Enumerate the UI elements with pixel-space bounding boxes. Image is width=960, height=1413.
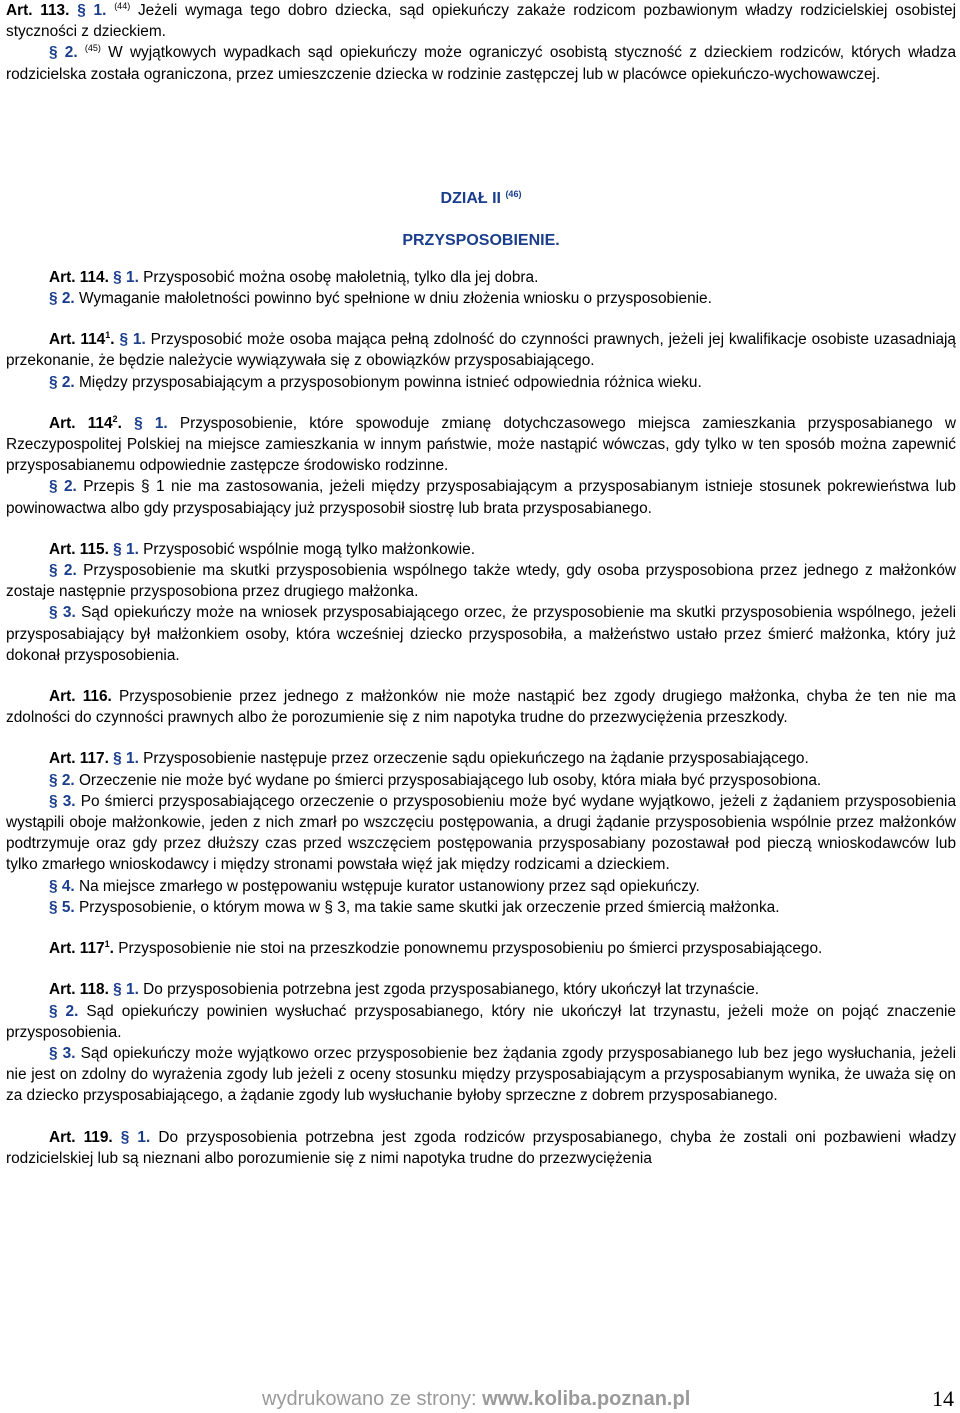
art-117-1 <box>6 938 956 959</box>
page-footer <box>0 1386 960 1410</box>
art-114-1-para-2 <box>6 372 956 393</box>
art-115-para-1 <box>6 539 956 560</box>
art-114-1-para-1 <box>6 329 956 371</box>
section-title: PRZYSPOSOBIENIE. <box>402 231 560 249</box>
paragraph-text: Sąd opiekuńczy może na wniosek przysposabiającego orzec, że przysposobienie ma skutki przysposobienia wspólnego, jeżeli przysposabiający był małżonkiem osoby, która wcześniej dziecko przysposobiła, a małżeństwo ustało przez śmierć małżonka, który już dokonał przysposobienia. <box>6 604 957 664</box>
paragraph-text: Przysposobić może osoba mająca pełną zdolność do czynności prawnych, jeżeli jej kwalifikacje osobiste uzasadniają przekonanie, że będzie należycie wywiązywała się z obowiązków przysposabiającego. <box>6 331 956 370</box>
paragraph-text: Przysposobienie przez jednego z małżonków nie może nastąpić bez zgody drugiego małżonka, chyba że ten nie ma zdolności do czynności prawnych albo że porozumienie się z nim napotyka trudne do przezwyciężenia przeszkody. <box>6 688 956 727</box>
footer-site-link[interactable]: www.koliba.poznan.pl <box>482 1388 691 1410</box>
paragraph-number: § 3. <box>49 792 76 810</box>
paragraph-number: § 2. <box>49 373 75 391</box>
art-114-para-1 <box>6 267 956 288</box>
paragraph-number: § 2. <box>49 562 77 580</box>
paragraph-number: § 1. <box>113 981 139 999</box>
art-113-para-1 <box>6 0 956 42</box>
document-page <box>6 0 956 1169</box>
paragraph-number: § 1. <box>120 1128 151 1146</box>
paragraph-number: § 1. <box>77 2 107 19</box>
article-number: Art. 116. <box>49 688 112 706</box>
paragraph-number: § 3. <box>49 604 76 622</box>
paragraph-number: § 2. <box>49 44 78 62</box>
paragraph-number: § 3. <box>49 1044 76 1062</box>
footer-source <box>262 1388 690 1411</box>
article-number: Art. 117. <box>49 750 109 768</box>
article-number: Art. 114. <box>49 268 109 286</box>
paragraph-text: W wyjątkowych wypadkach sąd opiekuńczy może ograniczyć osobistą styczność z dzieckiem rodziców, których władza rodzicielska została ograniczona, przez umieszczenie dziecka w rodzinie zastępczej lub w placówce opiekuńczo-wychowawczej. <box>6 44 957 83</box>
paragraph-number: § 2. <box>49 771 75 789</box>
art-115-para-2 <box>6 560 956 602</box>
footer-prefix: wydrukowano ze strony: <box>262 1388 483 1410</box>
paragraph-text: Przepis § 1 nie ma zastosowania, jeżeli między przysposabiającym a przysposabianym istnieje stosunek pokrewieństwa lub powinowactwa albo gdy przysposabiający już przysposobił siostrę lub brata przysposabianego. <box>6 478 956 517</box>
art-116 <box>6 686 956 728</box>
footnote-ref[interactable]: (45) <box>84 43 101 54</box>
paragraph-text: Przysposobić wspólnie mogą tylko małżonkowie. <box>138 540 476 558</box>
art-114-para-2 <box>6 288 956 309</box>
paragraph-number: § 2. <box>49 478 77 496</box>
footnote-ref[interactable]: (46) <box>505 188 522 199</box>
paragraph-text: Sąd opiekuńczy powinien wysłuchać przysposabianego, który nie ukończył lat trzynastu, jeżeli może on pojąć znaczenie przysposobienia. <box>6 1002 956 1041</box>
paragraph-number: § 1. <box>119 331 146 349</box>
art-118-para-1 <box>6 979 956 1000</box>
article-number: Art. $117^1$. <box>49 939 114 958</box>
article-number: Art. 119. <box>49 1128 113 1146</box>
paragraph-text: Przysposobienie ma skutki przysposobienia wspólnego także wtedy, gdy osoba przysposobiona przez jednego z małżonków zostaje następnie przysposobiona przez drugiego małżonka. <box>6 562 957 601</box>
page-number: 14 <box>932 1386 954 1411</box>
art-119-para-1 <box>6 1127 956 1169</box>
paragraph-text: Orzeczenie nie może być wydane po śmierci przysposabiającego lub osoby, która miała być przysposobiona. <box>74 771 822 789</box>
paragraph-number: § 5. <box>49 898 75 916</box>
art-117-para-5 <box>6 897 956 918</box>
art-118-para-2 <box>6 1001 956 1043</box>
paragraph-text: Między przysposabiającym a przysposobionym powinna istnieć odpowiednia różnica wieku. <box>74 373 702 391</box>
section-dzial: DZIAŁ II $^{(46)}$ <box>440 188 522 207</box>
art-114-2-para-1 <box>6 413 956 477</box>
paragraph-text: Sąd opiekuńczy może wyjątkowo orzec przysposobienie bez żądania zgody przysposabianego lub bez jego wysłuchania, jeżeli nie jest on zdolny do wyrażenia zgody lub jeżeli z oceny stosunku między przysposabiającym a przysposabianym wynika, że uważa się on za dziecko przysposabiającego, a żądanie zgody lub wysłuchanie byłoby sprzeczne z dobrem przysposabianego. <box>6 1044 956 1105</box>
paragraph-text: Do przysposobienia potrzebna jest zgoda przysposabianego, który ukończył lat trzynaście. <box>138 981 760 999</box>
paragraph-text: Jeżeli wymaga tego dobro dziecka, sąd opiekuńczy zakaże rodzicom pozbawionym władzy rodzicielskiej osobistej styczności z dzieckiem. <box>6 2 957 41</box>
art-117-para-3 <box>6 791 956 876</box>
art-114-2-para-2 <box>6 476 956 518</box>
paragraph-text: Wymaganie małoletności powinno być spełnione w dniu złożenia wniosku o przysposobienie. <box>74 290 712 308</box>
article-number: Art. $114^2$. <box>49 413 122 432</box>
art-117-para-4 <box>6 876 956 897</box>
art-117-para-2 <box>6 770 956 791</box>
article-number: Art. 118. <box>49 981 109 999</box>
paragraph-number: § 1. <box>113 750 139 768</box>
paragraph-text: Na miejsce zmarłego w postępowaniu wstępuje kurator ustanowiony przez sąd opiekuńczy. <box>74 877 700 895</box>
paragraph-text: Przysposobienie następuje przez orzeczenie sądu opiekuńczego na żądanie przysposabiającego. <box>138 750 809 768</box>
footnote-ref[interactable]: (44) <box>114 1 131 11</box>
paragraph-number: § 1. <box>134 414 168 432</box>
section-heading <box>6 189 956 251</box>
paragraph-text: Przysposobienie, które spowoduje zmianę dotychczasowego miejsca zamieszkania przysposabianego w Rzeczypospolitej Polskiej na miejsce zamieszkania w innym państwie, może nastąpić wówczas, gdy tylko w ten sposób można zapewnić przysposabianemu odpowiednie zastępcze środowisko rodzinne. <box>6 414 956 475</box>
article-number: Art. $114^1$. <box>49 330 115 349</box>
paragraph-text: Po śmierci przysposabiającego orzeczenie o przysposobieniu może być wydane wyjątkowo, jeżeli z żądaniem przysposobienia wystąpili oboje małżonkowie, jeden z nich zmarł po wszczęciu postępowania, a drugi żądanie przysposobienia wspólnie przez małżonków podtrzymuje oraz gdy przez dłuższy czas przed wszczęciem postępowania przysposabiany pozostawał pod pieczą wnioskodawców lub tylko zmarłego wnioskodawcy i między stronami powstała więź jak między rodzicami a dzieckiem. <box>6 792 957 874</box>
paragraph-text: Przysposobienie, o którym mowa w § 3, ma takie same skutki jak orzeczenie przed śmiercią małżonka. <box>74 898 780 916</box>
paragraph-number: § 2. <box>49 290 75 308</box>
art-118-para-3 <box>6 1043 956 1107</box>
article-number: Art. 113. <box>6 2 70 19</box>
paragraph-text: Do przysposobienia potrzebna jest zgoda rodziców przysposabianego, chyba że zostali oni pozbawieni władzy rodzicielskiej lub są nieznani albo porozumienie się z nimi napotyka trudne do przezwyciężenia <box>6 1128 957 1167</box>
paragraph-text: Przysposobić można osobę małoletnią, tylko dla jej dobra. <box>138 268 539 286</box>
art-113-para-2 <box>6 42 956 84</box>
paragraph-number: § 2. <box>49 1002 79 1020</box>
paragraph-number: § 1. <box>113 540 139 558</box>
article-number: Art. 115. <box>49 540 109 558</box>
art-115-para-3 <box>6 602 956 666</box>
art-117-para-1 <box>6 748 956 769</box>
paragraph-number: § 4. <box>49 877 75 895</box>
paragraph-text: Przysposobienie nie stoi na przeszkodzie ponownemu przysposobieniu po śmierci przysposabiającego. <box>113 940 823 958</box>
paragraph-number: § 1. <box>113 268 139 286</box>
